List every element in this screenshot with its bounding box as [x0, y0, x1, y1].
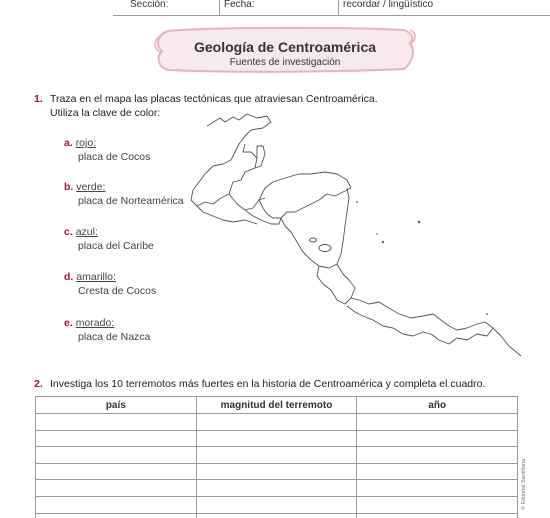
- option-desc: Cresta de Cocos: [78, 285, 157, 297]
- page-title: Geología de Centroamérica: [193, 39, 377, 55]
- cell-magnitud[interactable]: [196, 430, 357, 447]
- table-row: [36, 513, 518, 518]
- question-2-number: 2.: [34, 378, 43, 390]
- cell-magnitud[interactable]: [196, 480, 357, 497]
- header-pais: país: [36, 397, 197, 414]
- header-anio: año: [357, 397, 518, 414]
- option-letter: c.: [64, 226, 73, 238]
- option-desc: placa de Cocos: [78, 151, 151, 163]
- cell-pais[interactable]: [36, 513, 197, 518]
- cell-anio[interactable]: [357, 430, 518, 447]
- map-panama: [347, 298, 493, 344]
- option-color: azul:: [75, 226, 98, 238]
- map-guatemala: [197, 144, 257, 206]
- central-america-map[interactable]: [187, 108, 532, 358]
- header-note: recordar / lingüístico: [343, 0, 434, 10]
- option-desc: placa de Norteamérica: [78, 195, 184, 207]
- cell-pais[interactable]: [36, 480, 197, 497]
- title-banner: [154, 25, 416, 75]
- question-1-line1: Traza en el mapa las placas tectónicas que atraviesan Centroamérica.: [50, 93, 378, 105]
- table-row: [36, 430, 518, 447]
- earthquake-table: [35, 396, 518, 518]
- option-letter: d.: [64, 271, 74, 283]
- option-desc: placa del Caribe: [78, 240, 154, 252]
- option-letter: e.: [64, 317, 73, 329]
- map-colombia-edge: [493, 328, 521, 356]
- cell-magnitud[interactable]: [196, 414, 357, 431]
- publisher-credit-text: © Editorial Santillana: [521, 458, 527, 510]
- table-row: [36, 414, 518, 431]
- cell-anio[interactable]: [357, 414, 518, 431]
- option-letter: b.: [64, 181, 74, 193]
- cell-anio[interactable]: [357, 513, 518, 518]
- header-divider: [338, 0, 339, 16]
- cell-pais[interactable]: [36, 447, 197, 464]
- header-magnitud: magnitud del terremoto: [196, 397, 357, 414]
- cell-pais[interactable]: [36, 496, 197, 513]
- cell-anio[interactable]: [357, 463, 518, 480]
- cell-anio[interactable]: [357, 447, 518, 464]
- table-body: [36, 414, 518, 518]
- header-divider: [219, 0, 220, 16]
- option-color: rojo:: [75, 137, 97, 149]
- map-mexico-region: [191, 114, 271, 206]
- question-1-number: 1.: [34, 93, 43, 105]
- header-strip: [113, 0, 550, 16]
- question-1-line2: Utiliza la clave de color:: [50, 107, 161, 119]
- option-desc: placa de Nazca: [78, 331, 151, 343]
- table-header-row: [36, 397, 518, 414]
- question-2-text: Investiga los 10 terremotos más fuertes en la historia de Centroamérica y completa el cuadro.: [50, 378, 486, 390]
- map-honduras: [259, 172, 351, 218]
- cell-magnitud[interactable]: [196, 496, 357, 513]
- option-color: morado:: [75, 317, 115, 329]
- color-key-item: [64, 225, 154, 253]
- cell-magnitud[interactable]: [196, 463, 357, 480]
- table-row: [36, 496, 518, 513]
- cell-anio[interactable]: [357, 496, 518, 513]
- cell-anio[interactable]: [357, 480, 518, 497]
- option-letter: a.: [64, 137, 73, 149]
- publisher-credit: [521, 455, 531, 510]
- cell-magnitud[interactable]: [196, 447, 357, 464]
- table-row: [36, 447, 518, 464]
- cell-magnitud[interactable]: [196, 513, 357, 518]
- color-key-item: [64, 270, 156, 298]
- option-color: amarillo:: [76, 271, 116, 283]
- map-pacific-coast: [197, 206, 257, 224]
- color-key-item: [64, 136, 150, 164]
- seccion-label: Sección:: [130, 0, 169, 10]
- table-row: [36, 463, 518, 480]
- cell-pais[interactable]: [36, 414, 197, 431]
- cell-pais[interactable]: [36, 430, 197, 447]
- page-subtitle: Fuentes de investigación: [229, 57, 341, 68]
- cell-pais[interactable]: [36, 463, 197, 480]
- table-row: [36, 480, 518, 497]
- option-color: verde:: [76, 181, 106, 193]
- map-costa-rica: [317, 264, 355, 304]
- fecha-label: Fecha:: [224, 0, 255, 10]
- color-key-item: [64, 316, 150, 344]
- map-nicaragua: [281, 188, 349, 268]
- color-key-item: [64, 180, 184, 208]
